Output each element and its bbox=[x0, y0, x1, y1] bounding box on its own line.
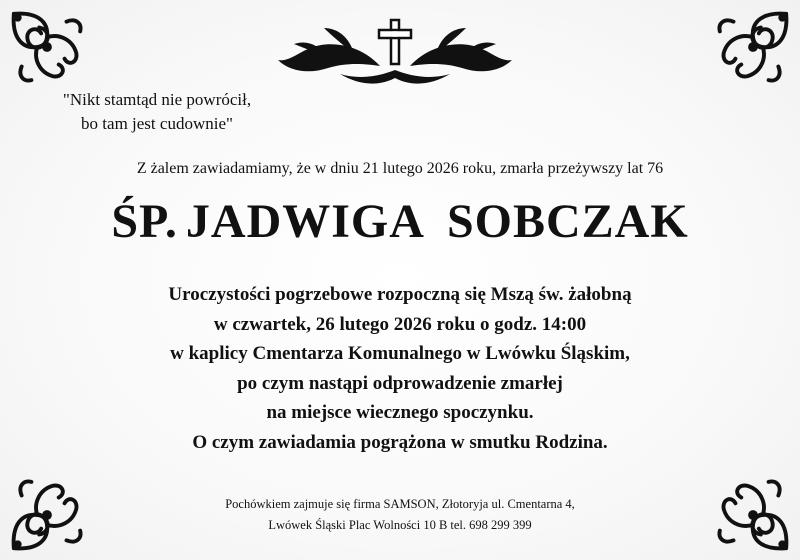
ceremony-line: O czym zawiadamia pogrążona w smutku Rodzina. bbox=[192, 431, 608, 453]
last-name: SOBCZAK bbox=[446, 195, 689, 248]
quote-line: bo tam jest cudownie" bbox=[81, 114, 233, 133]
ceremony-line: w kaplicy Cmentarza Komunalnego w Lwówku Śląskim, bbox=[170, 343, 630, 364]
memorial-quote bbox=[22, 88, 292, 136]
deceased-name bbox=[0, 194, 800, 249]
cross-emblem bbox=[270, 14, 520, 94]
floral-corner-ornament-icon bbox=[714, 8, 792, 86]
death-announcement: Z żalem zawiadamiamy, że w dniu 21 lutego 2026 roku, zmarła przeżywszy lat 76 bbox=[136, 160, 664, 177]
quote-line: "Nikt stamtąd nie powrócił, bbox=[62, 90, 252, 109]
name-prefix: ŚP. bbox=[111, 195, 178, 248]
first-name: JADWIGA bbox=[185, 195, 425, 248]
ceremony-line: Uroczystości pogrzebowe rozpoczną się Mszą św. żałobną bbox=[168, 284, 632, 305]
ceremony-line: na miejsce wiecznego spoczynku. bbox=[266, 402, 534, 423]
ceremony-line: w czwartek, 26 lutego 2026 roku o godz. 14:00 bbox=[213, 313, 587, 335]
footer-line: Lwówek Śląski Plac Wolności 10 B tel. 698 299 399 bbox=[268, 518, 532, 532]
floral-corner-ornament-icon bbox=[8, 8, 86, 86]
cross-icon bbox=[379, 20, 411, 64]
ceremony-details bbox=[0, 280, 800, 457]
funeral-home-info bbox=[0, 494, 800, 536]
ceremony-line: po czym nastąpi odprowadzenie zmarłej bbox=[237, 372, 563, 394]
footer-line: Pochówkiem zajmuje się firma SAMSON, Złotoryja ul. Cmentarna 4, bbox=[225, 497, 575, 511]
